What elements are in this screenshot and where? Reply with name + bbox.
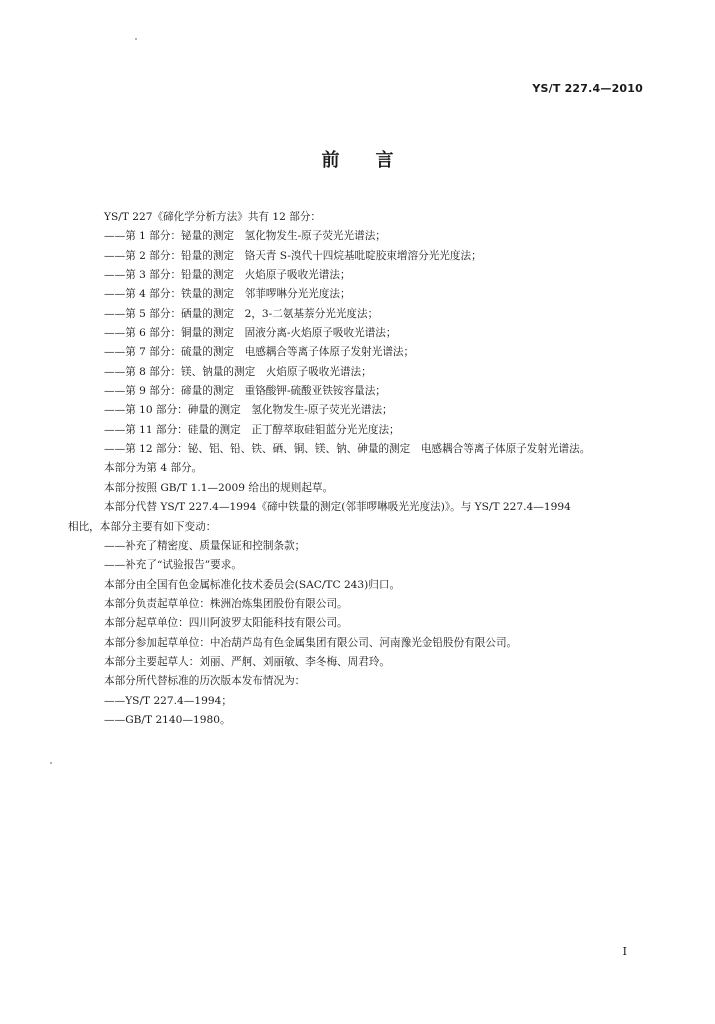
part-list-item: ——第 12 部分：铋、铝、铅、铁、硒、铜、镁、钠、砷量的测定 电感耦合等离子体原子发射光谱法。 <box>104 443 591 456</box>
part-list-item: ——第 11 部分：硅量的测定 正丁醇萃取硅钼蓝分光光度法； <box>104 423 400 436</box>
paragraph-line: 本部分所代替标准的历次版本发布情况为： <box>104 675 306 688</box>
paragraph-line: 本部分参加起草单位：中冶葫芦岛有色金属集团有限公司、河南豫光金铅股份有限公司。 <box>104 636 518 649</box>
part-list-item: ——第 8 部分：镁、钠量的测定 火焰原子吸收光谱法； <box>104 365 372 378</box>
scan-speck <box>50 762 52 764</box>
part-list-item: ——第 7 部分：硫量的测定 电感耦合等离子体原子发射光谱法； <box>104 346 415 359</box>
paragraph-continuation: 相比，本部分主要有如下变动： <box>68 520 217 533</box>
part-list-item: ——第 2 部分：铅量的测定 铬天青 S-溴代十四烷基吡啶胶束增溶分光光度法； <box>104 249 482 262</box>
foreword-body <box>68 208 648 730</box>
page-number: I <box>622 945 627 958</box>
paragraph-line: 本部分主要起草人：刘丽、严舸、刘丽敏、李冬梅、周君玲。 <box>104 655 391 668</box>
scan-speck <box>135 38 137 40</box>
change-list-item: ——补充了“试验报告”要求。 <box>104 559 242 572</box>
part-list-item: ——第 5 部分：硒量的测定 2，3-二氨基萘分光光度法； <box>104 307 379 320</box>
change-list-item: ——补充了精密度、质量保证和控制条款； <box>104 539 306 552</box>
part-list-item: ——第 1 部分：铋量的测定 氢化物发生-原子荧光光谱法； <box>104 230 386 243</box>
page-title: 前言 <box>321 150 430 171</box>
intro-line: YS/T 227《碲化学分析方法》共有 12 部分： <box>104 211 321 223</box>
paragraph-line: 本部分按照 GB/T 1.1—2009 给出的规则起草。 <box>104 481 334 494</box>
paragraph-line: 本部分为第 4 部分。 <box>104 462 203 475</box>
part-list-item: ——第 6 部分：铜量的测定 固液分离-火焰原子吸收光谱法； <box>104 327 397 340</box>
history-list-item: ——YS/T 227.4—1994； <box>104 694 232 707</box>
part-list-item: ——第 9 部分：碲量的测定 重铬酸钾-硫酸亚铁铵容量法； <box>104 385 386 398</box>
standard-code: YS/T 227.4—2010 <box>532 82 643 95</box>
part-list-item: ——第 4 部分：铁量的测定 邻菲啰啉分光光度法； <box>104 288 351 301</box>
paragraph-line: 本部分负责起草单位：株洲冶炼集团股份有限公司。 <box>104 597 348 610</box>
paragraph-line: 本部分起草单位：四川阿波罗太阳能科技有限公司。 <box>104 617 348 630</box>
part-list-item: ——第 3 部分：铅量的测定 火焰原子吸收光谱法； <box>104 269 351 282</box>
part-list-item: ——第 10 部分：砷量的测定 氢化物发生-原子荧光光谱法； <box>104 404 393 417</box>
paragraph-line: 本部分由全国有色金属标准化技术委员会(SAC/TC 243)归口。 <box>104 578 401 591</box>
paragraph-line: 本部分代替 YS/T 227.4—1994《碲中铁量的测定(邻菲啰啉吸光光度法)》。与 YS/T 227.4—1994 <box>104 501 571 514</box>
history-list-item: ——GB/T 2140—1980。 <box>104 713 231 726</box>
